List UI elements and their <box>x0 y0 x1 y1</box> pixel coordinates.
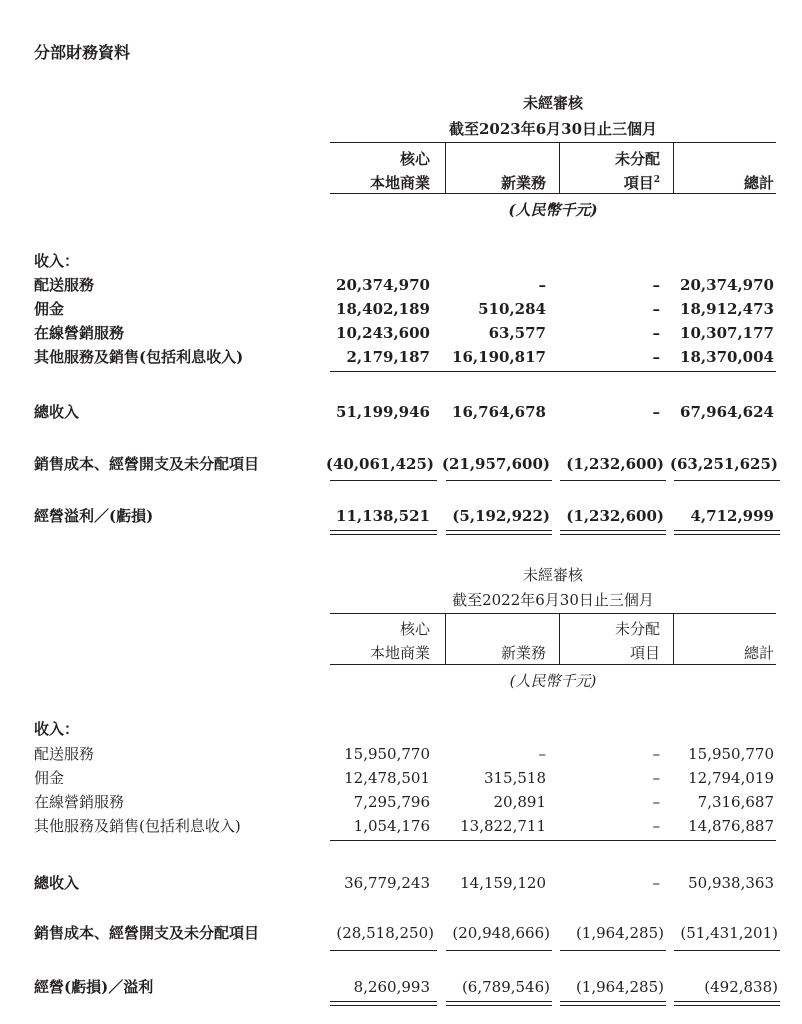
header-rule <box>330 142 776 143</box>
cell: 14,159,120 <box>460 874 546 892</box>
row-label: 在線營銷服務 <box>34 324 125 342</box>
row-label: 經營(虧損)／溢利 <box>34 978 154 996</box>
row-label: 配送服務 <box>34 745 95 763</box>
cell: – <box>652 817 660 835</box>
audit-label: 未經審核 <box>522 94 583 112</box>
subtotal-rule <box>330 371 776 372</box>
cell: (1,232,600) <box>566 507 664 525</box>
cell: (21,957,600) <box>441 455 550 473</box>
row-label: 佣金 <box>34 769 65 787</box>
cell: – <box>652 793 660 811</box>
col-header-new: 新業務 <box>500 644 546 662</box>
cell: 20,891 <box>493 793 546 811</box>
cell: – <box>652 745 660 763</box>
total-double-rule <box>446 1001 552 1006</box>
cell: (1,964,285) <box>575 924 664 942</box>
unit-label: (人民幣千元) <box>508 201 598 219</box>
cell: 16,764,678 <box>452 403 546 421</box>
cell: 1,054,176 <box>353 817 430 835</box>
cell: 50,938,363 <box>688 874 774 892</box>
cell: 15,950,770 <box>344 745 430 763</box>
cell: – <box>538 745 546 763</box>
cell: (20,948,666) <box>452 924 550 942</box>
cell: 36,779,243 <box>344 874 430 892</box>
col-header-total: 總計 <box>743 644 774 662</box>
subtotal-rule <box>446 480 552 481</box>
col-header-core: 核心 <box>399 150 430 168</box>
col-header-unallocated: 項目$^2$ <box>623 174 660 192</box>
subtotal-rule <box>446 950 552 951</box>
cell: (5,192,922) <box>452 507 550 525</box>
cell: (51,431,201) <box>680 924 778 942</box>
header-rule <box>330 664 776 665</box>
cell: 14,876,887 <box>688 817 774 835</box>
header-rule <box>330 193 776 194</box>
cell: (28,518,250) <box>336 924 434 942</box>
cell: 315,518 <box>483 769 546 787</box>
col-header-unallocated: 項目 <box>629 644 660 662</box>
cell: 12,794,019 <box>688 769 774 787</box>
subtotal-rule <box>330 480 437 481</box>
total-double-rule <box>560 1001 666 1006</box>
cell: (40,061,425) <box>325 455 434 473</box>
cell: – <box>652 276 660 294</box>
row-label: 總收入 <box>34 403 80 421</box>
cell: 7,316,687 <box>697 793 774 811</box>
cell: 18,370,004 <box>680 348 774 366</box>
row-label: 配送服務 <box>34 276 95 294</box>
cell: 10,307,177 <box>680 324 774 342</box>
header-rule <box>330 613 776 614</box>
cell: 20,374,970 <box>680 276 774 294</box>
cell: 11,138,521 <box>336 507 430 525</box>
audit-label: 未經審核 <box>522 566 583 584</box>
cell: 18,402,189 <box>336 300 430 318</box>
cell: 20,374,970 <box>336 276 430 294</box>
col-header-unallocated: 未分配 <box>614 620 660 638</box>
total-double-rule <box>446 530 552 535</box>
row-label: 佣金 <box>34 300 65 318</box>
col-header-core: 本地商業 <box>369 644 430 662</box>
cell: – <box>652 403 660 421</box>
cell: – <box>652 300 660 318</box>
cell: – <box>652 324 660 342</box>
subtotal-rule <box>330 950 437 951</box>
cell: – <box>652 348 660 366</box>
unit-label: (人民幣千元) <box>509 672 597 690</box>
row-label: 經營溢利／(虧損) <box>34 507 154 525</box>
subtotal-rule <box>330 840 776 841</box>
cell: – <box>652 874 660 892</box>
col-header-new: 新業務 <box>500 174 546 192</box>
row-label: 其他服務及銷售(包括利息收入) <box>34 348 244 366</box>
cell: 2,179,187 <box>346 348 430 366</box>
cell: 67,964,624 <box>680 403 774 421</box>
cell: 8,260,993 <box>353 978 430 996</box>
row-label: 其他服務及銷售(包括利息收入) <box>34 817 241 835</box>
cell: 510,284 <box>478 300 546 318</box>
cell: (492,838) <box>704 978 778 996</box>
row-label: 在線營銷服務 <box>34 793 125 811</box>
total-double-rule <box>560 530 666 535</box>
period-label: 截至2022年6月30日止三個月 <box>452 591 654 609</box>
cell: 15,950,770 <box>688 745 774 763</box>
cell: 51,199,946 <box>336 403 430 421</box>
cell: – <box>652 769 660 787</box>
subtotal-rule <box>674 950 780 951</box>
revenue-heading: 收入： <box>34 252 80 270</box>
col-header-core: 核心 <box>399 620 430 638</box>
cell: 63,577 <box>488 324 546 342</box>
page-title: 分部財務資料 <box>34 43 131 62</box>
cell: 16,190,817 <box>452 348 546 366</box>
period-label: 截至2023年6月30日止三個月 <box>448 120 658 138</box>
cell: (1,964,285) <box>575 978 664 996</box>
cell: 10,243,600 <box>336 324 430 342</box>
total-double-rule <box>674 1001 780 1006</box>
subtotal-rule <box>560 480 666 481</box>
cell: 7,295,796 <box>353 793 430 811</box>
cell: – <box>538 276 546 294</box>
revenue-heading: 收入： <box>34 720 80 738</box>
row-label: 銷售成本、經營開支及未分配項目 <box>34 924 260 942</box>
total-double-rule <box>674 530 780 535</box>
cell: (6,789,546) <box>461 978 550 996</box>
col-header-unallocated: 未分配 <box>614 150 660 168</box>
total-double-rule <box>330 1001 437 1006</box>
total-double-rule <box>330 530 437 535</box>
row-label: 銷售成本、經營開支及未分配項目 <box>34 455 260 473</box>
cell: (1,232,600) <box>566 455 664 473</box>
row-label: 總收入 <box>34 874 80 892</box>
cell: 4,712,999 <box>690 507 774 525</box>
cell: 12,478,501 <box>344 769 430 787</box>
subtotal-rule <box>560 950 666 951</box>
cell: 13,822,711 <box>460 817 546 835</box>
cell: 18,912,473 <box>680 300 774 318</box>
subtotal-rule <box>674 480 780 481</box>
cell: (63,251,625) <box>669 455 778 473</box>
col-header-core: 本地商業 <box>369 174 430 192</box>
col-header-total: 總計 <box>743 174 774 192</box>
